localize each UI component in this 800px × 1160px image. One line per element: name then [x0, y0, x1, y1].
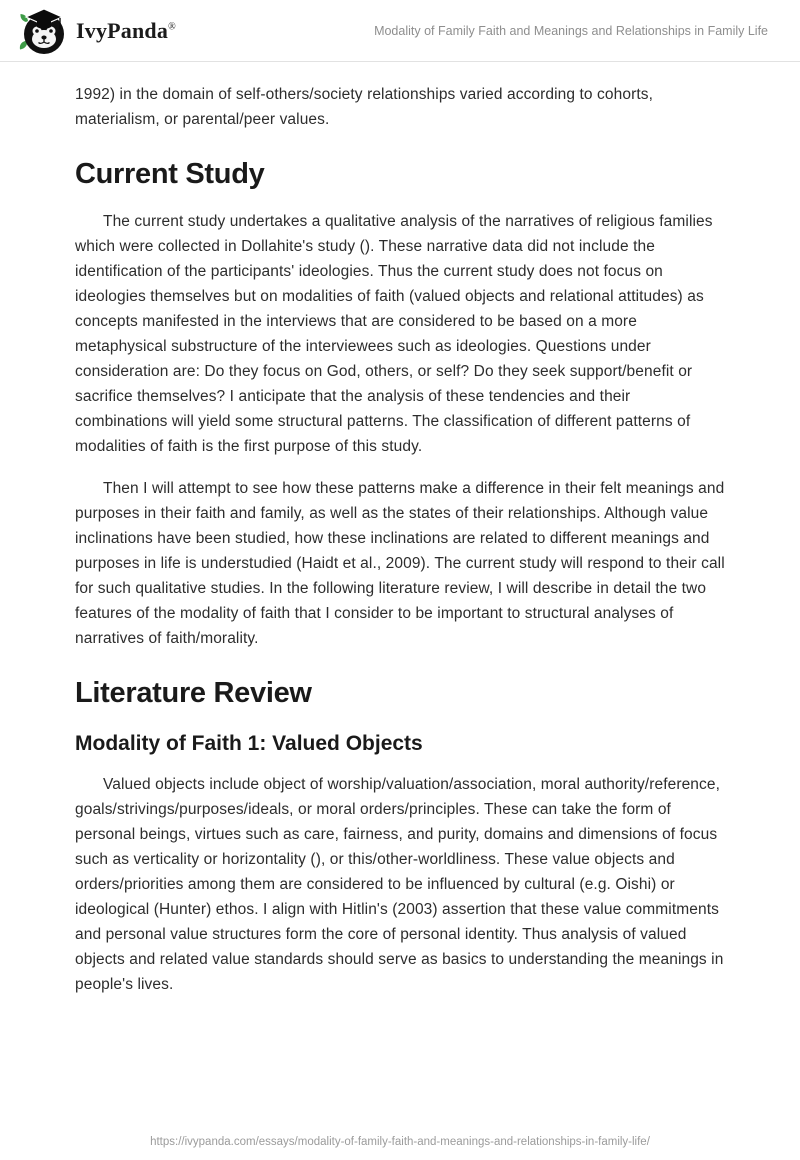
- paragraph-current-study-2: Then I will attempt to see how these patterns make a difference in their felt meanings and purposes in their faith and family, as well as the states of their relationships. Although value inclinations have been studied, how these inclinations are related to different meanings and purposes in life is understudied (Haidt et al., 2009). The current study will respond to their call for such qualitative studies. In the following literature review, I will describe in detail the two features of the modality of faith that I consider to be important to structural analyses of narratives of faith/morality.: [75, 480, 725, 647]
- page-footer: [0, 1136, 800, 1148]
- heading-current-study: Current Study: [75, 158, 265, 190]
- paragraph-valued-objects: Valued objects include object of worship/valuation/association, moral authority/reference, goals/strivings/purposes/ideals, or moral orders/principles. These can take the form of personal beings, virtues such as care, fairness, and purity, domains and dimensions of focus such as verticality or horizontality (), or this/other-worldliness. These value objects and orders/priorities among them are considered to be influenced by cultural (e.g. Oishi) or ideological (Hunter) ethos. I align with Hitlin's (2003) assertion that these value commitments and personal value structures form the core of personal identity. Thus analysis of valued objects and related value standards should serve as basics to understanding the meanings in people's lives.: [75, 776, 724, 993]
- heading-literature-review: Literature Review: [75, 677, 312, 709]
- subheading-valued-objects: Modality of Faith 1: Valued Objects: [75, 732, 423, 755]
- paragraph-continuation: 1992) in the domain of self-others/society relationships varied according to cohorts, materialism, or parental/peer values.: [75, 86, 653, 128]
- brand-logo-link[interactable]: [18, 7, 176, 55]
- paragraph-current-study-1: The current study undertakes a qualitative analysis of the narratives of religious families which were collected in Dollahite's study (). These narrative data did not include the identification of the participants' ideologies. Thus the current study does not focus on ideologies themselves but on modalities of faith (valued objects and relational attitudes) as concepts manifested in the interviews that are considered to be based on a more metaphysical substructure of the interviewees such as ideologies. Questions under consideration are: Do they focus on God, others, or self? Do they seek support/benefit or sacrifice themselves? I anticipate that the analysis of these tendencies and their combinations will yield some structural patterns. The classification of different patterns of modalities of faith is the first purpose of this study.: [75, 213, 713, 455]
- registered-mark: ®: [168, 21, 176, 33]
- ivypanda-panda-logo-icon: [18, 7, 66, 55]
- footer-url[interactable]: https://ivypanda.com/essays/modality-of-family-faith-and-meanings-and-relationships-in-family-life/: [150, 1136, 650, 1148]
- essay-content: [0, 62, 800, 997]
- page-header: [0, 0, 800, 62]
- document-title: Modality of Family Faith and Meanings and Relationships in Family Life: [374, 23, 768, 38]
- brand-name: IvyPanda®: [76, 17, 176, 43]
